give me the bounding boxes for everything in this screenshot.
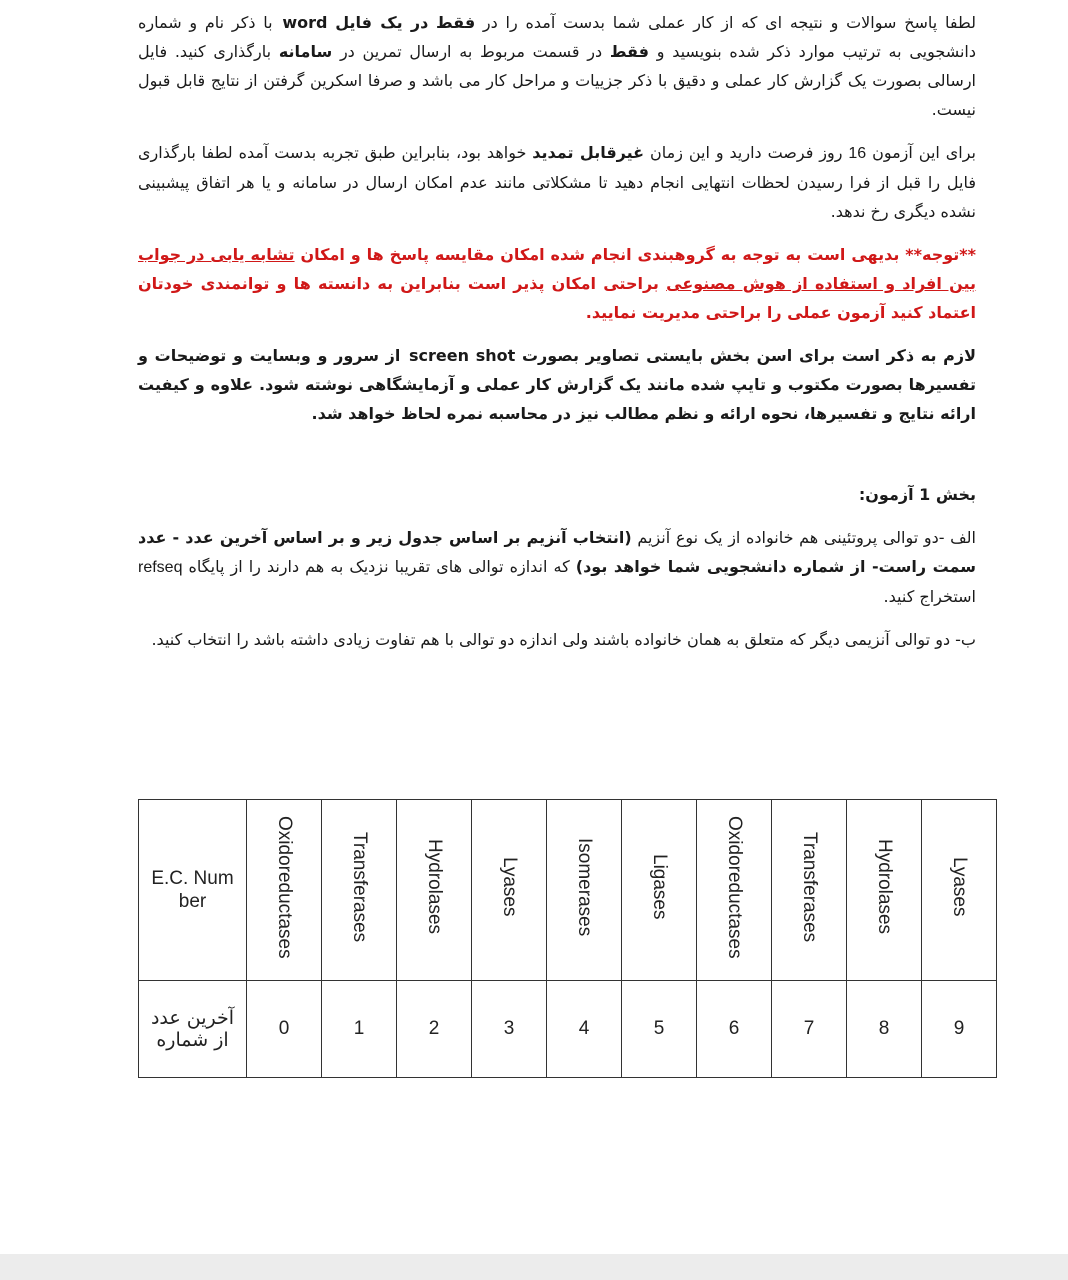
part-alef-paragraph: الف -دو توالی پروتئینی هم خانواده از یک نوع آنزیم (انتخاب آنزیم بر اساس جدول زیر و بر اساس آخرین عدد - عدد سمت راست- از شماره دانشجویی شما خواهد بود) که اندازه توالی های تقریبا نزدیک به هم دارند را از پایگاه refseq استخراج کنید. xyxy=(138,528,977,606)
digit-cell: 5 xyxy=(622,981,697,1078)
table-cell xyxy=(922,800,997,981)
digit-cell: 8 xyxy=(847,981,922,1078)
enzyme-table xyxy=(138,799,997,1078)
enzyme-name: Transferases xyxy=(349,831,370,943)
enzyme-name: Transferases xyxy=(799,831,820,943)
refseq-term: refseq xyxy=(138,559,183,576)
section-title: بخش 1 آزمون: xyxy=(858,485,976,504)
table-cell xyxy=(697,800,772,981)
ec-number-header: E.C. Number xyxy=(139,800,247,981)
document-body xyxy=(138,8,976,654)
part-be-paragraph: ب- دو توالی آنزیمی دیگر که متعلق به همان خانواده باشند ولی اندازه دو توالی با هم تفاوت زیادی داشته باشد را انتخاب کنید. xyxy=(151,630,976,649)
warning-underlined-text: تشابه یابی در جواب بین افراد و استفاده از هوش مصنوعی xyxy=(138,245,977,293)
deadline-paragraph: برای این آزمون 16 روز فرصت دارید و این زمان غیرقابل تمدید خواهد بود، بنابراین طبق تجربه بدست آمده لطفا بارگذاری فایل را قبل از فرا رسیدن لحظات انتهایی انجام دهید تا مشکلاتی مانند عدم امکان ارسال در سامانه و یا هر اتفاق پیشبینی نشده دیگری رخ ندهد. xyxy=(138,143,977,221)
digit-cell: 2 xyxy=(397,981,472,1078)
table-cell xyxy=(247,800,322,981)
table-digit-row xyxy=(139,981,997,1078)
screenshot-paragraph: لازم به ذکر است برای اسن بخش بایستی تصاویر بصورت screen shot از سرور و وبسایت و توضیحات و تفسیرها بصورت مکتوب و تایپ شده مانند یک گزارش کار عملی و آزمایشگاهی نوشته شود. علاوه و کیفیت ارائه نتایج و تفسیرها، نحوه ارائه و نظم مطالب نیز در محاسبه نمره لحاظ خواهد شد. xyxy=(138,346,977,423)
instructions-paragraph-1: لطفا پاسخ سوالات و نتیجه ای که از کار عملی شما بدست آمده را در فقط در یک فایل word با ذکر نام و شماره دانشجویی به ترتیب موارد ذکر شده بنویسید و فقط در قسمت مربوط به ارسال تمرین در سامانه بارگذاری کنید. فایل ارسالی بصورت یک گزارش کار عملی و دقیق با ذکر جزییات و مراحل کار می باشد و صرفا اسکرین گرفتن از نتایج قابل قبول نیست. xyxy=(138,13,976,119)
enzyme-name: Isomerases xyxy=(574,837,595,937)
digit-cell: 1 xyxy=(322,981,397,1078)
enzyme-name: Oxidoreductases xyxy=(724,815,745,959)
digit-cell: 7 xyxy=(772,981,847,1078)
enzyme-name: Hydrolases xyxy=(424,839,445,935)
digit-cell: 0 xyxy=(247,981,322,1078)
table-cell xyxy=(322,800,397,981)
enzyme-name: Lyases xyxy=(949,857,970,917)
table-cell xyxy=(772,800,847,981)
table-header-row xyxy=(139,800,997,981)
word-term: word xyxy=(282,13,328,32)
table-cell xyxy=(547,800,622,981)
screenshot-term: screen shot xyxy=(409,346,516,365)
digit-row-label: آخرین عدد از شماره xyxy=(139,981,247,1078)
days-count: 16 xyxy=(848,145,867,162)
enzyme-name: Ligases xyxy=(649,854,670,920)
table-cell xyxy=(622,800,697,981)
digit-cell: 6 xyxy=(697,981,772,1078)
page-bottom-margin xyxy=(0,1254,1068,1280)
table-cell xyxy=(847,800,922,981)
digit-cell: 4 xyxy=(547,981,622,1078)
enzyme-name: Lyases xyxy=(499,857,520,917)
digit-cell: 3 xyxy=(472,981,547,1078)
enzyme-name: Hydrolases xyxy=(874,839,895,935)
enzyme-name: Oxidoreductases xyxy=(274,815,295,959)
table-cell xyxy=(397,800,472,981)
table-cell xyxy=(472,800,547,981)
digit-cell: 9 xyxy=(922,981,997,1078)
warning-paragraph: **توجه** بدیهی است به توجه به گروهبندی انجام شده امکان مقایسه پاسخ ها و امکان تشابه یابی در جواب بین افراد و استفاده از هوش مصنوعی براحتی امکان پذیر است بنابراین به دانسته ها و توانمندی خودتان اعتماد کنید آزمون عملی را براحتی مدیریت نمایید. xyxy=(138,245,977,322)
